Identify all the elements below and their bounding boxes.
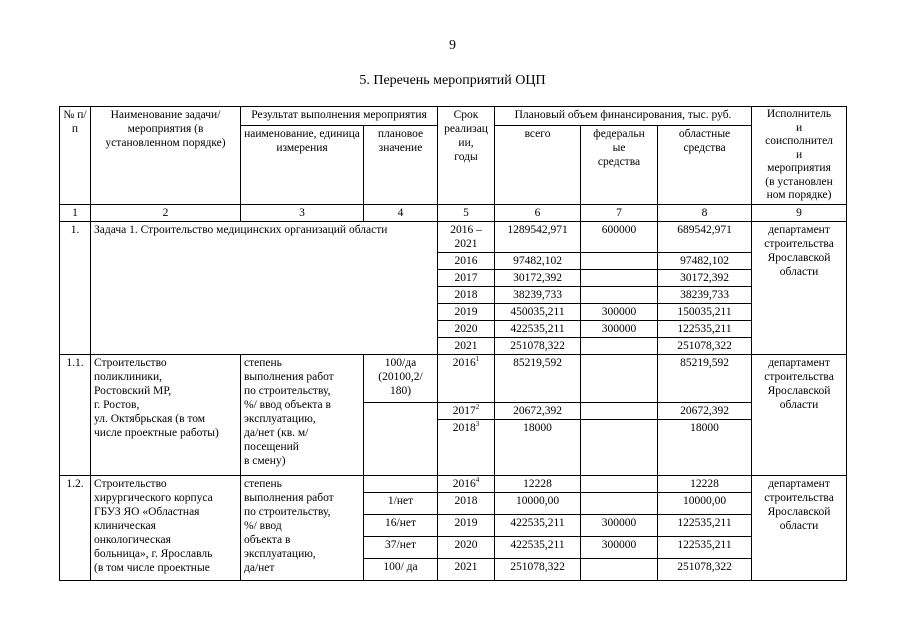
- item12-federal: [581, 558, 658, 580]
- item11-result-l: в смену): [244, 454, 286, 467]
- item11-result-l: посещений: [244, 440, 299, 453]
- task1-total: 97482,102: [495, 252, 581, 269]
- item11-federal: [581, 354, 658, 402]
- item11-regional: 20672,392: [658, 402, 752, 419]
- item12-federal: 300000: [581, 514, 658, 536]
- task1-name: Задача 1. Строительство медицинских организаций области: [91, 221, 438, 354]
- item12-name-l: онкологическая: [94, 533, 171, 546]
- colnum: 2: [91, 204, 241, 221]
- item11-name-l: Строительство: [94, 356, 167, 369]
- task1-year: 2021: [438, 337, 495, 354]
- item12-plan: 100/ да: [364, 558, 438, 580]
- item11-federal: [581, 402, 658, 419]
- item12-executor: департамент строительства Ярославской области: [752, 475, 847, 580]
- header-exec-l1: Исполнитель: [766, 108, 832, 120]
- item12-year: [438, 475, 495, 492]
- header-exec-l5: мероприятия: [767, 162, 831, 174]
- header-fed-l1: федеральн: [593, 127, 645, 140]
- item12-year: 2019: [438, 514, 495, 536]
- task1-year: 2020: [438, 320, 495, 337]
- header-regional: областные средства: [658, 125, 752, 204]
- task1-regional: 689542,971: [658, 221, 752, 252]
- item12-result-l: по строительству,: [244, 505, 331, 518]
- colnum: 8: [658, 204, 752, 221]
- item11-total: 18000: [495, 419, 581, 475]
- item12-result-l: степень: [244, 477, 282, 490]
- item12-regional: 12228: [658, 475, 752, 492]
- item11-name-l: Ростовский МР,: [94, 384, 172, 397]
- year-text: 2018: [452, 421, 476, 434]
- task1-total: 422535,211: [495, 320, 581, 337]
- item12-year: 2020: [438, 536, 495, 558]
- header-result-plan: плановое значение: [364, 125, 438, 204]
- item12-year: 2018: [438, 492, 495, 514]
- task1-federal: 300000: [581, 303, 658, 320]
- measures-table: [59, 106, 847, 581]
- item11-name-l: числе проектные работы): [94, 426, 219, 439]
- header-federal: [581, 125, 658, 204]
- item11-result-l: %/ ввод объекта в: [244, 398, 331, 411]
- task1-year: 2016: [438, 252, 495, 269]
- task1-total: 1289542,971: [495, 221, 581, 252]
- item11-result-l: да/нет (кв. м/: [244, 426, 309, 439]
- item12-total: 251078,322: [495, 558, 581, 580]
- colnum: 4: [364, 204, 438, 221]
- item12-result-l: объекта в: [244, 533, 291, 546]
- task1-federal: [581, 269, 658, 286]
- item12-federal: 300000: [581, 536, 658, 558]
- year-text: 2017: [452, 404, 476, 417]
- footnote-mark: 2: [475, 402, 480, 411]
- header-fed-l3: средства: [597, 155, 641, 168]
- task1-total: 30172,392: [495, 269, 581, 286]
- footnote-mark: 1: [475, 354, 480, 363]
- header-result-name: наименование, единица измерения: [241, 125, 364, 204]
- item12-total: 10000,00: [495, 492, 581, 514]
- colnum: 5: [438, 204, 495, 221]
- item12-federal: [581, 492, 658, 514]
- task1-federal: 600000: [581, 221, 658, 252]
- column-numbers-row: [60, 204, 847, 221]
- item11-regional: 85219,592: [658, 354, 752, 402]
- item11-result-l: степень: [244, 356, 282, 369]
- task1-executor: департамент строительства Ярославской области: [752, 221, 847, 354]
- task1-year: 2019: [438, 303, 495, 320]
- colnum: 9: [752, 204, 847, 221]
- item12-federal: [581, 475, 658, 492]
- colnum: 7: [581, 204, 658, 221]
- item11-federal: [581, 419, 658, 475]
- task1-regional: 251078,322: [658, 337, 752, 354]
- item12-name-l: ГБУЗ ЯО «Областная: [94, 505, 200, 518]
- item12-row: [60, 475, 847, 492]
- item12-plan: 1/нет: [364, 492, 438, 514]
- footnote-mark: 4: [475, 475, 480, 484]
- page-number: 9: [449, 38, 456, 53]
- item11-name-l: поликлиники,: [94, 370, 163, 383]
- task1-year: 2018: [438, 286, 495, 303]
- task1-regional: 30172,392: [658, 269, 752, 286]
- header-fed-l2: ые: [612, 141, 626, 154]
- header-term-l3: ии,: [458, 137, 474, 149]
- item11-result-l: выполнения работ: [244, 370, 334, 383]
- item11-num: 1.1.: [60, 354, 91, 475]
- item12-plan: [364, 475, 438, 492]
- header-num: № п/п: [60, 107, 91, 205]
- header-name: Наименование задачи/мероприятия (в установленном порядке): [91, 107, 241, 205]
- header-exec-l4: и: [795, 148, 803, 161]
- item11-result-l: эксплуатацию,: [244, 412, 316, 425]
- header-exec-l3: соисполнител: [765, 135, 833, 147]
- item12-regional: 251078,322: [658, 558, 752, 580]
- task1-federal: [581, 252, 658, 269]
- task1-federal: [581, 286, 658, 303]
- header-funding: Плановый объем финансирования, тыс. руб.: [495, 107, 752, 126]
- task1-row: [60, 221, 847, 252]
- item12-name-l: клиническая: [94, 519, 156, 532]
- header-term-l2: реализац: [444, 123, 488, 135]
- task1-regional: 150035,211: [658, 303, 752, 320]
- task1-total: 251078,322: [495, 337, 581, 354]
- header-total: всего: [495, 125, 581, 204]
- item12-name-l: больница», г. Ярославль: [94, 547, 213, 560]
- page-title: 5. Перечень мероприятий ОЦП: [359, 73, 546, 88]
- item11-plan: 100/да (20100,2/ 180): [364, 354, 438, 402]
- item11-total: 20672,392: [495, 402, 581, 419]
- item12-total: 422535,211: [495, 536, 581, 558]
- item12-name-l: (в том числе проектные: [94, 561, 210, 574]
- item11-name-l: г. Ростов,: [94, 398, 140, 411]
- header-exec-l6: (в установлен: [765, 175, 833, 188]
- task1-year: 2017: [438, 269, 495, 286]
- item12-num: 1.2.: [60, 475, 91, 580]
- item11-plan-empty: [364, 402, 438, 475]
- item12-result-l: да/нет: [244, 561, 275, 574]
- colnum: 1: [60, 204, 91, 221]
- task1-regional: 122535,211: [658, 320, 752, 337]
- item12-name: [91, 475, 241, 580]
- item11-name-l: ул. Октябрьская (в том: [94, 412, 206, 425]
- item12-plan: 37/нет: [364, 536, 438, 558]
- item11-year: [438, 402, 495, 419]
- footnote-mark: 3: [475, 419, 480, 428]
- item12-result-l: %/ ввод: [244, 519, 282, 532]
- item11-result-l: по строительству,: [244, 384, 331, 397]
- item11-regional: 18000: [658, 419, 752, 475]
- item12-regional: 122535,211: [658, 514, 752, 536]
- item12-year: 2021: [438, 558, 495, 580]
- task1-total: 450035,211: [495, 303, 581, 320]
- header-row-1: [60, 107, 847, 126]
- item12-result-l: эксплуатацию,: [244, 547, 316, 560]
- item12-regional: 122535,211: [658, 536, 752, 558]
- task1-year: 2016 – 2021: [438, 221, 495, 252]
- item11-year: [438, 419, 495, 475]
- task1-federal: [581, 337, 658, 354]
- year-text: 2016: [452, 356, 476, 369]
- header-executor: [752, 107, 847, 205]
- header-exec-l7: ном порядке): [766, 189, 832, 201]
- task1-regional: 97482,102: [658, 252, 752, 269]
- item12-result-l: выполнения работ: [244, 491, 334, 504]
- header-term-l1: Срок: [453, 109, 479, 121]
- item12-regional: 10000,00: [658, 492, 752, 514]
- item11-executor: департамент строительства Ярославской области: [752, 354, 847, 475]
- item12-name-l: Строительство: [94, 477, 167, 490]
- task1-num: 1.: [60, 221, 91, 354]
- item11-total: 85219,592: [495, 354, 581, 402]
- header-term-l4: годы: [454, 151, 478, 163]
- item12-name-l: хирургического корпуса: [94, 491, 213, 504]
- item12-plan: 16/нет: [364, 514, 438, 536]
- item12-result: [241, 475, 364, 580]
- task1-regional: 38239,733: [658, 286, 752, 303]
- item12-total: 12228: [495, 475, 581, 492]
- task1-total: 38239,733: [495, 286, 581, 303]
- item11-row: [60, 354, 847, 402]
- item11-result: [241, 354, 364, 475]
- colnum: 3: [241, 204, 364, 221]
- item12-total: 422535,211: [495, 514, 581, 536]
- header-exec-l2: и: [795, 121, 803, 134]
- header-term: [438, 107, 495, 205]
- header-result: Результат выполнения мероприятия: [241, 107, 438, 126]
- colnum: 6: [495, 204, 581, 221]
- item11-year: [438, 354, 495, 402]
- task1-federal: 300000: [581, 320, 658, 337]
- year-text: 2016: [452, 477, 476, 490]
- item11-name: [91, 354, 241, 475]
